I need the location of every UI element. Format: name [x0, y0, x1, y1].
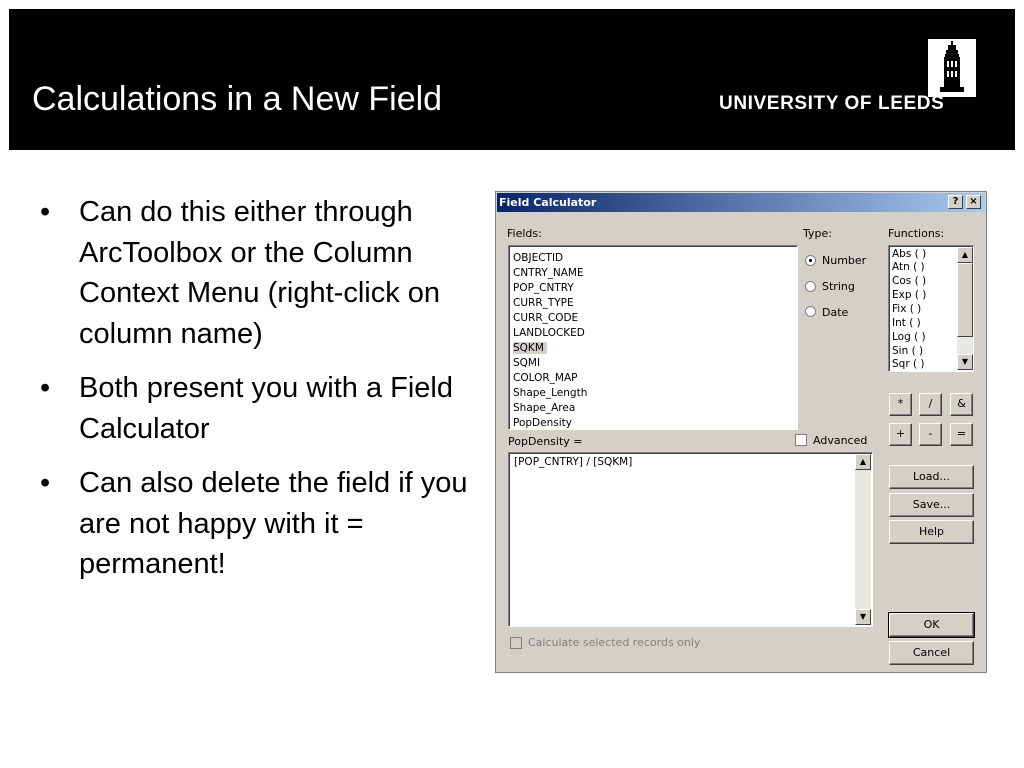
functions-label: Functions: [888, 227, 945, 240]
dialog-title: Field Calculator [499, 196, 597, 209]
function-item[interactable]: Abs ( ) [892, 248, 927, 260]
tower-icon [928, 39, 976, 97]
type-number-label: Number [822, 254, 867, 267]
ampersand-button[interactable]: & [950, 393, 973, 416]
field-item[interactable]: CURR_CODE [513, 312, 579, 324]
field-item[interactable]: POP_CNTRY [513, 282, 574, 294]
help-button[interactable]: Help [889, 520, 974, 544]
divide-button[interactable]: / [919, 393, 942, 416]
field-item[interactable]: Shape_Length [513, 387, 588, 399]
scroll-down-arrow-icon[interactable]: ▼ [855, 609, 871, 625]
university-logo-text: UNIVERSITY OF LEEDS [719, 93, 945, 114]
multiply-button[interactable]: * [889, 393, 912, 416]
close-title-button[interactable]: × [966, 195, 981, 209]
bullet-list [38, 192, 468, 599]
scroll-down-arrow-icon[interactable]: ▼ [957, 354, 973, 370]
field-item[interactable]: Shape_Area [513, 402, 576, 414]
type-string-radio[interactable] [805, 281, 816, 292]
field-item-selected[interactable]: SQKM [513, 342, 547, 354]
save-button[interactable]: Save... [889, 493, 974, 517]
field-item[interactable]: CURR_TYPE [513, 297, 574, 309]
function-item[interactable]: Atn ( ) [892, 261, 925, 273]
field-item[interactable]: LANDLOCKED [513, 327, 585, 339]
bullet-dot: • [40, 467, 51, 499]
advanced-label: Advanced [813, 434, 868, 447]
scroll-thumb[interactable] [957, 263, 973, 337]
equals-button[interactable]: = [950, 423, 973, 446]
expression-label: PopDensity = [508, 435, 583, 448]
slide-title: Calculations in a New Field [32, 80, 443, 118]
cancel-button[interactable]: Cancel [889, 641, 974, 665]
dialog-titlebar[interactable] [497, 193, 985, 212]
bullet-dot: • [40, 372, 51, 404]
field-item[interactable]: COLOR_MAP [513, 372, 578, 384]
type-date-radio[interactable] [805, 306, 816, 317]
field-item[interactable]: SQMI [513, 357, 541, 369]
type-number-radio[interactable] [805, 255, 816, 266]
functions-scrollbar[interactable] [957, 247, 973, 370]
help-title-button[interactable]: ? [948, 195, 963, 209]
minus-button[interactable]: - [919, 423, 942, 446]
calculate-selected-label: Calculate selected records only [528, 636, 701, 649]
type-string-label: String [822, 280, 855, 293]
type-label: Type: [803, 227, 832, 240]
scroll-up-arrow-icon[interactable]: ▲ [957, 247, 973, 263]
field-item[interactable]: PopDensity [513, 417, 572, 429]
calculate-selected-checkbox[interactable] [510, 637, 522, 649]
load-button[interactable]: Load... [889, 465, 974, 489]
function-item[interactable]: Cos ( ) [892, 275, 927, 287]
bullet-item: • Can also delete the field if you are not happy with it = permanent! [38, 463, 468, 585]
bullet-item: • Both present you with a Field Calculator [38, 368, 468, 449]
fields-listbox[interactable] [508, 245, 798, 430]
function-item[interactable]: Log ( ) [892, 331, 926, 343]
scroll-up-arrow-icon[interactable]: ▲ [855, 454, 871, 470]
function-item[interactable]: Fix ( ) [892, 303, 922, 315]
field-item[interactable]: OBJECTID [513, 252, 564, 264]
plus-button[interactable]: + [889, 423, 912, 446]
functions-listbox[interactable] [888, 245, 974, 372]
expression-scrollbar[interactable] [855, 454, 871, 625]
bullet-dot: • [40, 196, 51, 228]
ok-button[interactable]: OK [889, 613, 974, 637]
function-item[interactable]: Int ( ) [892, 317, 921, 329]
expression-text: [POP_CNTRY] / [SQKM] [514, 456, 633, 468]
advanced-checkbox[interactable] [795, 434, 807, 446]
fields-label: Fields: [507, 227, 542, 240]
field-calculator-dialog [495, 191, 987, 673]
field-item[interactable]: CNTRY_NAME [513, 267, 584, 279]
expression-textarea[interactable] [508, 452, 873, 627]
type-date-label: Date [822, 306, 849, 319]
function-item[interactable]: Sqr ( ) [892, 358, 925, 370]
function-item[interactable]: Sin ( ) [892, 345, 924, 357]
bullet-item: • Can do this either through ArcToolbox or the Column Context Menu (right-click on column name) [38, 192, 468, 354]
function-item[interactable]: Exp ( ) [892, 289, 927, 301]
university-crest-logo [928, 39, 976, 97]
